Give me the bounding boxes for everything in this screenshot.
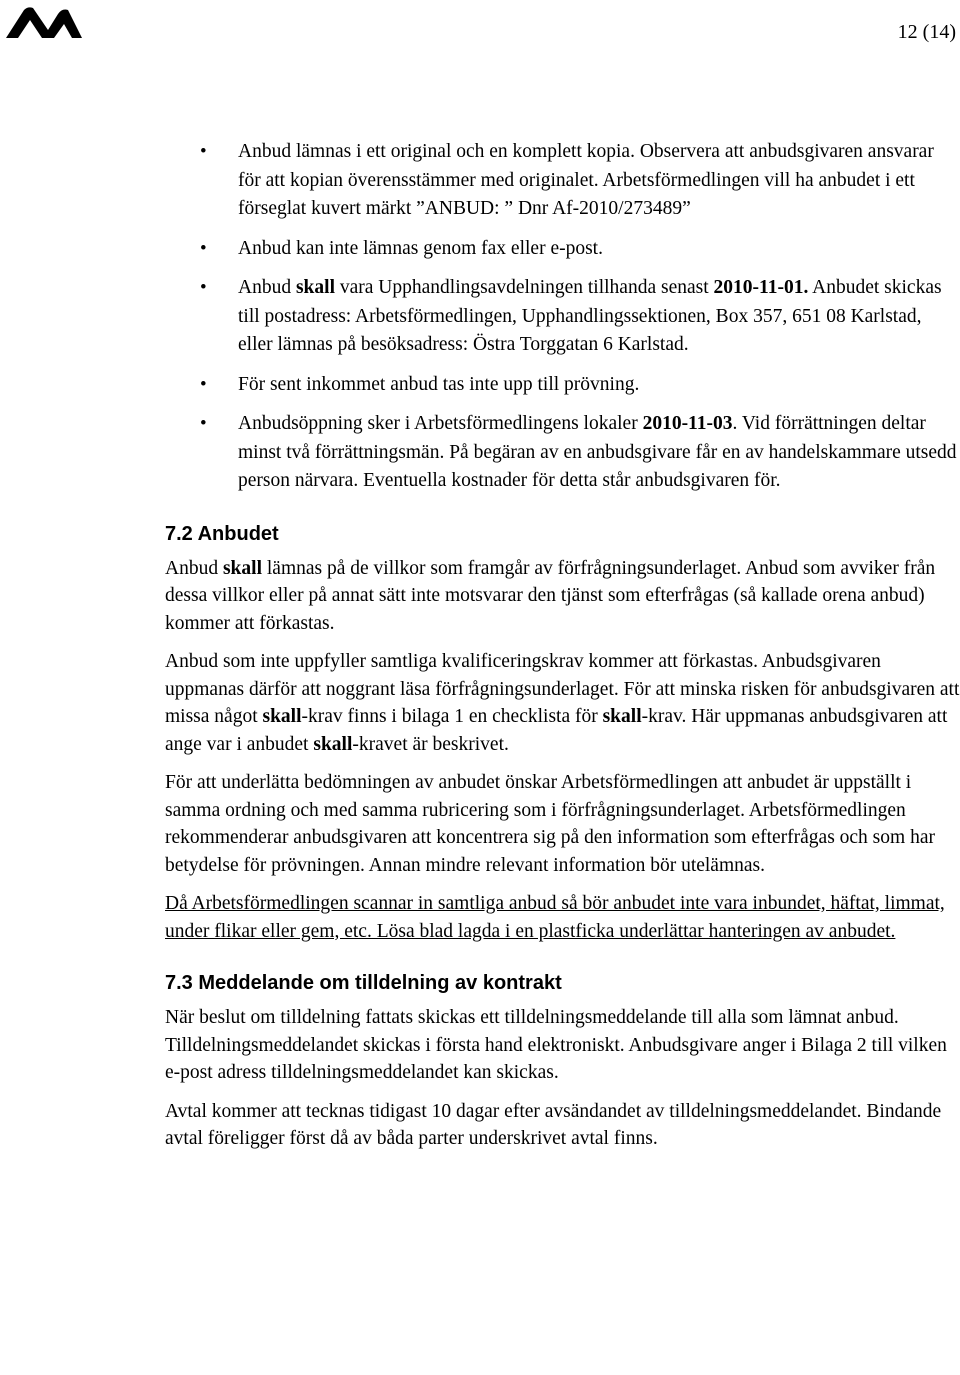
list-item [165, 235, 960, 264]
list-item-text: Anbud kan inte lämnas genom fax eller e-post. [238, 237, 603, 259]
bullet-icon: • [200, 373, 207, 395]
list-item [165, 371, 960, 400]
list-item-text: Anbudsöppning sker i Arbetsförmedlingens lokaler 2010-11-03. Vid förrättningen deltar minst två förrättningsmän. På begäran av en anbudsgivare får en av handelskammare utsedd person närvara. Eventuella kostnader för detta står anbudsgivaren för. [238, 413, 957, 491]
underlined-notice: Då Arbetsförmedlingen scannar in samtliga anbud så bör anbudet inte vara inbundet, häftat, limmat, under flikar eller gem, etc. Lösa blad lagda i en plastficka underlättar hanteringen av anbudet. [165, 893, 945, 942]
list-item-text: Anbud lämnas i ett original och en komplett kopia. Observera att anbudsgivaren ansvarar för att kopian överensstämmer med originalet. Arbetsförmedlingen vill ha anbudet i ett förseglat kuvert märkt ”ANBUD: ” Dnr Af-2010/273489” [238, 141, 934, 219]
bullet-icon: • [200, 277, 207, 298]
paragraph: När beslut om tilldelning fattats skickas ett tilldelningsmeddelande till alla som lämnat anbud. Tilldelningsmeddelandet skickas i första hand elektroniskt. Anbudsgivare anger i Bilaga 2 till vilken e-post adress tilldelningsmeddelandet kan skickas. [165, 1007, 947, 1083]
bullet-icon: • [200, 413, 207, 434]
section-heading-7-2: 7.2 Anbudet [165, 522, 279, 545]
bullet-icon: • [200, 237, 207, 259]
list-item-text: Anbud skall vara Upphandlingsavdelningen tillhanda senast 2010-11-01. Anbudet skickas till postadress: Arbetsförmedlingen, Upphandlingssektionen, Box 357, 651 08 Karlstad, eller lämnas på besöksadress: Östra Torggatan 6 Karlstad. [238, 277, 942, 355]
paragraph: Avtal kommer att tecknas tidigast 10 dagar efter avsändandet av tilldelningsmeddelandet. Bindande avtal föreligger först då av båda parter underskrivet avtal finns. [165, 1100, 942, 1149]
list-item [165, 138, 960, 224]
list-item [165, 410, 960, 496]
page-number: 12 (14) [897, 21, 956, 43]
bullet-icon: • [200, 141, 207, 162]
paragraph: För att underlätta bedömningen av anbudet önskar Arbetsförmedlingen att anbudet är uppställt i samma ordning och med samma rubricering som i förfrågningsunderlaget. Arbetsförmedlingen rekommenderar anbudsgivaren att koncentrera sig på den information som efterfrågas och som har betydelse för prövningen. Annan mindre relevant information bör utelämnas. [165, 772, 935, 876]
list-item [165, 274, 960, 360]
paragraph: Anbud skall lämnas på de villkor som framgår av förfrågningsunderlaget. Anbud som avviker från dessa villkor eller på annat sätt inte motsvarar den tjänst som efterfrågas (så kallade orena anbud) kommer att förkastas. [165, 557, 936, 634]
arbetsformedlingen-logo [4, 6, 84, 40]
section-heading-7-3: 7.3 Meddelande om tilldelning av kontrakt [165, 972, 562, 994]
submission-rules-list [165, 138, 960, 496]
paragraph: Anbud som inte uppfyller samtliga kvalificeringskrav kommer att förkastas. Anbudsgivaren uppmanas därför att noggrant läsa förfrågningsunderlaget. För att minska risken för anbudsgivaren att missa något skall-krav finns i bilaga 1 en checklista för skall-krav. Här uppmanas anbudsgivaren att ange var i anbudet skall-kravet är beskrivet. [165, 651, 960, 755]
document-body [165, 138, 960, 1164]
list-item-text: För sent inkommet anbud tas inte upp till prövning. [238, 373, 640, 395]
